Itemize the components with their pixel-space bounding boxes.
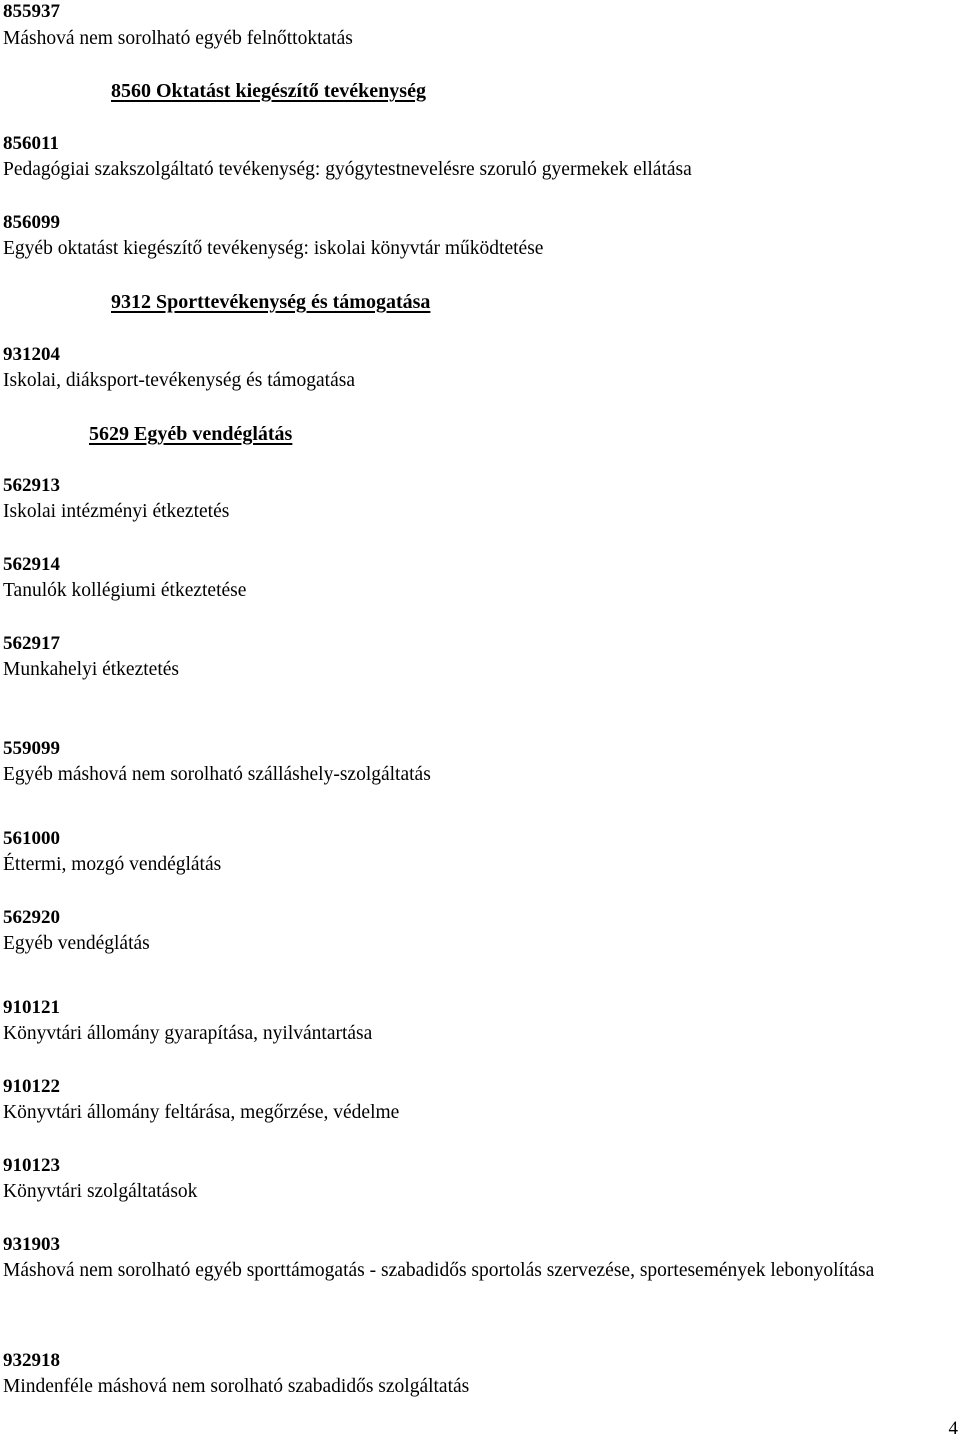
activity-description: Tanulók kollégiumi étkeztetése [3,580,247,601]
activity-code: 855937 [3,1,60,22]
activity-code: 910121 [3,997,60,1018]
section-heading: 5629 Egyéb vendéglátás [89,423,293,445]
section-heading: 8560 Oktatást kiegészítő tevékenység [111,80,426,102]
activity-description: Egyéb máshová nem sorolható szálláshely-szolgáltatás [3,764,431,785]
activity-code: 932918 [3,1350,60,1371]
activity-description: Iskolai intézményi étkeztetés [3,501,230,522]
activity-code: 910122 [3,1076,60,1097]
activity-description: Könyvtári szolgáltatások [3,1181,198,1202]
activity-code: 559099 [3,738,60,759]
activity-description: Pedagógiai szakszolgáltató tevékenység: gyógytestnevelésre szoruló gyermekek ellátása [3,159,692,180]
activity-description: Éttermi, mozgó vendéglátás [3,854,222,875]
activity-code: 561000 [3,828,60,849]
activity-code: 562913 [3,475,60,496]
activity-code: 562917 [3,633,60,654]
activity-code: 562914 [3,554,60,575]
activity-code: 856099 [3,212,60,233]
activity-description: Máshová nem sorolható egyéb sporttámogatás - szabadidős sportolás szervezése, sportesemények lebonyolítása [3,1260,875,1281]
activity-description: Munkahelyi étkeztetés [3,659,179,680]
activity-description: Máshová nem sorolható egyéb felnőttoktatás [3,28,353,49]
activity-description: Könyvtári állomány feltárása, megőrzése, védelme [3,1102,400,1123]
activity-code: 910123 [3,1155,60,1176]
activity-description: Könyvtári állomány gyarapítása, nyilvántartása [3,1023,373,1044]
activity-description: Mindenféle máshová nem sorolható szabadidős szolgáltatás [3,1376,470,1397]
activity-description: Egyéb vendéglátás [3,933,150,954]
page-number: 4 [948,1418,958,1439]
activity-code: 562920 [3,907,60,928]
activity-description: Iskolai, diáksport-tevékenység és támogatása [3,370,355,391]
section-heading: 9312 Sporttevékenység és támogatása [111,291,431,313]
activity-code: 931903 [3,1234,60,1255]
activity-code: 856011 [3,133,59,154]
activity-description: Egyéb oktatást kiegészítő tevékenység: iskolai könyvtár működtetése [3,238,544,259]
activity-code: 931204 [3,344,60,365]
